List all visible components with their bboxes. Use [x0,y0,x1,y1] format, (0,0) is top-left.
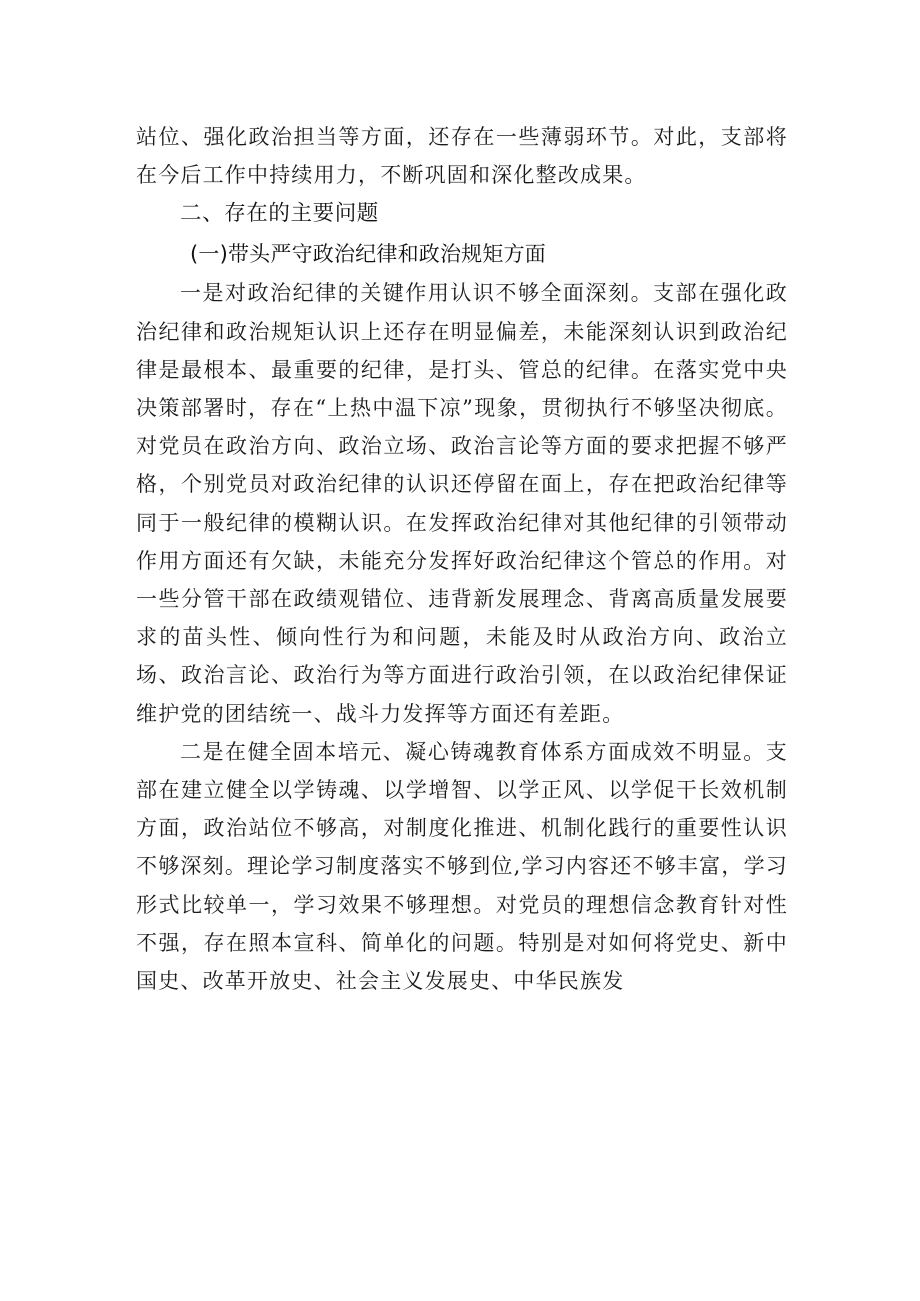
body-paragraph-1: 一是对政治纪律的关键作用认识不够全面深刻。支部在强化政治纪律和政治规矩认识上还存在明显偏差，未能深刻认识到政治纪律是最根本、最重要的纪律，是打头、管总的纪律。在落实党中央决策部署时，存在“上热中温下凉”现象，贯彻执行不够坚决彻底。对党员在政治方向、政治立场、政治言论等方面的要求把握不够严格，个别党员对政治纪律的认识还停留在面上，存在把政治纪律等同于一般纪律的模糊认识。在发挥政治纪律对其他纪律的引领带动作用方面还有欠缺，未能充分发挥好政治纪律这个管总的作用。对一些分管干部在政绩观错位、违背新发展理念、背离高质量发展要求的苗头性、倾向性行为和问题，未能及时从政治方向、政治立场、政治言论、政治行为等方面进行政治引领，在以政治纪律保证维护党的团结统一、战斗力发挥等方面还有差距。 [136,281,788,726]
subsection-heading: (一)带头严守政治纪律和政治规矩方面 [190,242,546,267]
body-paragraph-2: 二是在健全固本培元、凝心铸魂教育体系方面成效不明显。支部在建立健全以学铸魂、以学增智、以学正风、以学促干长效机制方面，政治站位不够高，对制度化推进、机制化践行的重要性认识不够深刻。理论学习制度落实不够到位,学习内容还不够丰富，学习形式比较单一，学习效果不够理想。对党员的理想信念教育针对性不强，存在照本宣科、简单化的问题。特别是对如何将党史、新中国史、改革开放史、社会主义发展史、中华民族发 [136,739,788,994]
document-body [136,118,788,1000]
lead-paragraph: 站位、强化政治担当等方面，还存在一些薄弱环节。对此，支部将在今后工作中持续用力，不断巩固和深化整改成果。 [136,125,788,188]
section-heading: 二、存在的主要问题 [180,201,379,227]
